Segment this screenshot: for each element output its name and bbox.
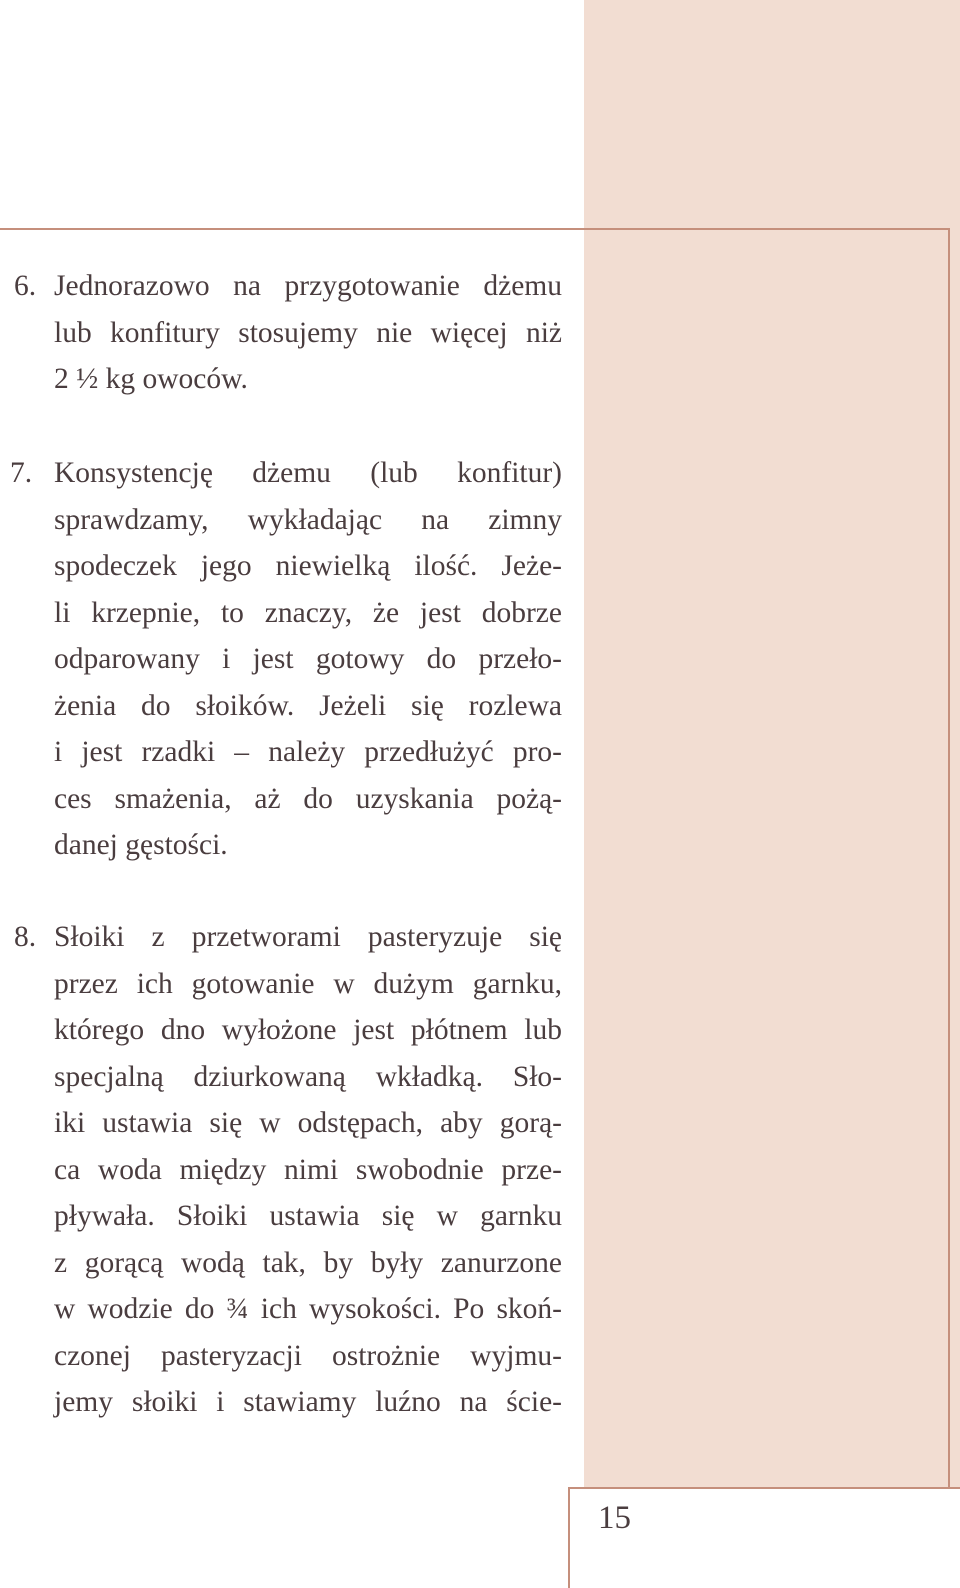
item-number: 6. [14, 270, 37, 302]
item-line: przez ich gotowanie w dużym garnku, [54, 967, 562, 1000]
item-line: spodeczek jego niewielką ilość. Jeże- [54, 550, 562, 582]
item-line: lub konfitury stosujemy nie więcej niż [54, 316, 562, 349]
top-rule [0, 228, 950, 230]
item-line: żenia do słoików. Jeżeli się rozlewa [54, 689, 562, 722]
item-line: z gorącą wodą tak, by były zanurzone [54, 1246, 562, 1279]
page-number: 15 [598, 1500, 631, 1536]
item-line: sprawdzamy, wykładając na zimny [54, 503, 562, 536]
item-line: w wodzie do ¾ ich wysokości. Po skoń- [54, 1293, 562, 1325]
item-line: i jest rzadki – należy przedłużyć pro- [54, 736, 562, 768]
item-line: Słoiki z przetworami pasteryzuje się [54, 921, 562, 953]
item-line: ces smażenia, aż do uzyskania pożą- [54, 782, 562, 815]
item-line: którego dno wyłożone jest płótnem lub [54, 1014, 562, 1046]
item-line: ca woda między nimi swobodnie prze- [54, 1153, 562, 1186]
item-line: Jednorazowo na przygotowanie dżemu [54, 270, 562, 302]
item-line: Konsystencję dżemu (lub konfitur) [54, 457, 562, 489]
item-number: 7. [10, 457, 33, 489]
item-line: li krzepnie, to znaczy, że jest dobrze [54, 596, 562, 629]
item-line: odparowany i jest gotowy do przeło- [54, 643, 562, 675]
item-line: jemy słoiki i stawiamy luźno na ście- [54, 1386, 562, 1418]
side-panel [584, 0, 960, 1588]
item-line: pływała. Słoiki ustawia się w garnku [54, 1200, 562, 1232]
item-line: specjalną dziurkowaną wkładką. Sło- [54, 1060, 562, 1093]
item-line: 2 ½ kg owoców. [54, 363, 248, 395]
item-number: 8. [14, 921, 37, 953]
item-line: iki ustawia się w odstępach, aby gorą- [54, 1107, 562, 1139]
item-line: danej gęstości. [54, 829, 228, 861]
item-line: czonej pasteryzacji ostrożnie wyjmu- [54, 1339, 562, 1372]
right-rule [948, 228, 950, 1588]
